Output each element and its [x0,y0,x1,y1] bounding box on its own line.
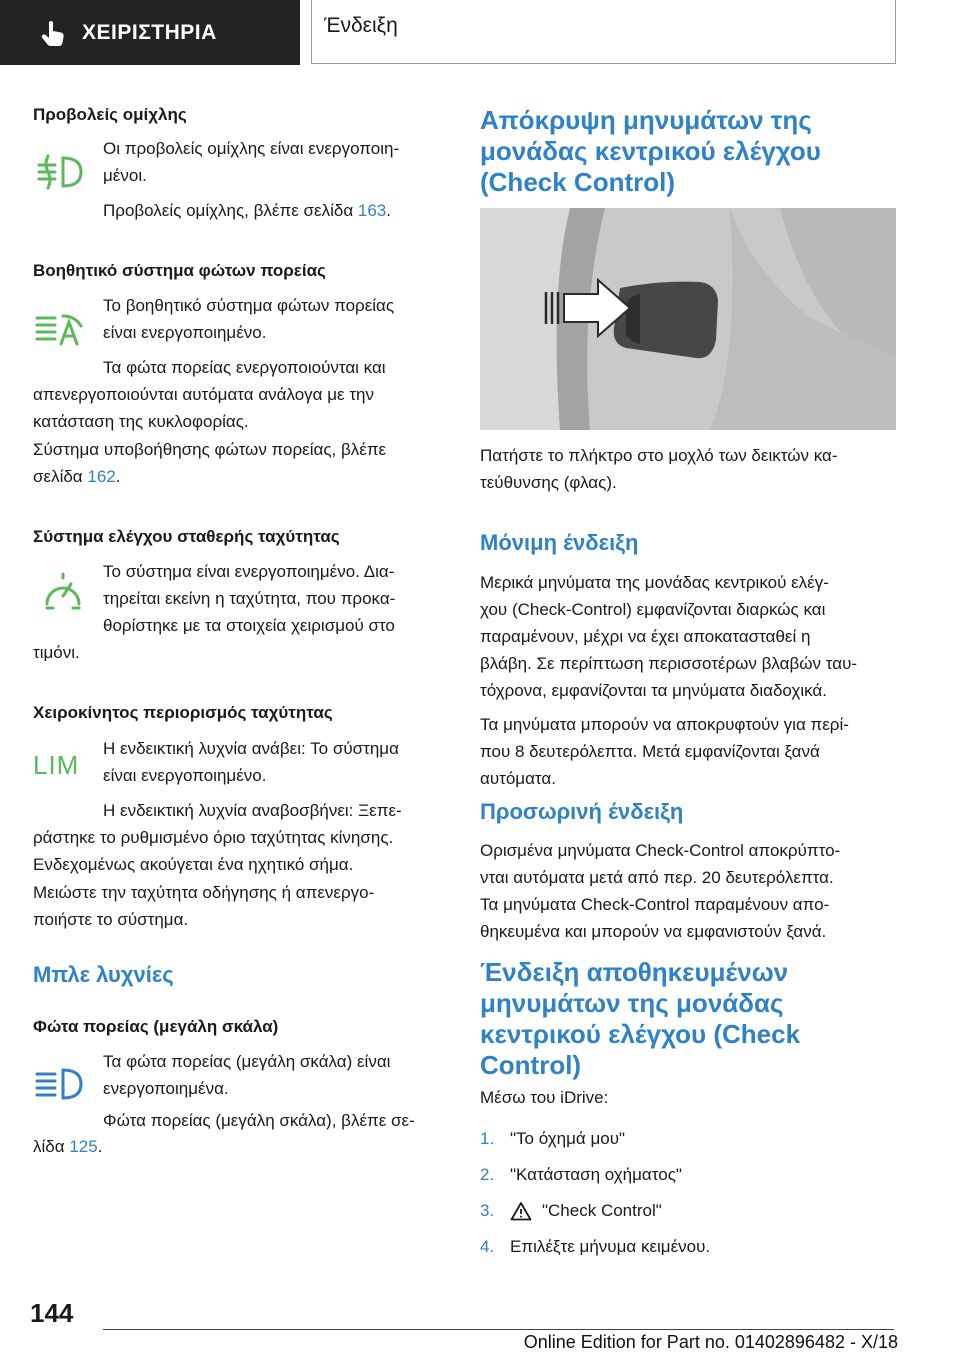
stored-messages-heading-c: κεντρικού ελέγχου (Check [480,1019,801,1049]
list-item[interactable]: 2. "Κατάσταση οχήματος" [480,1165,682,1184]
cruise-heading: Σύστημα ελέγχου σταθερής ταχύτητας [33,527,340,546]
photo-caption-a: Πατήστε το πλήκτρο στο μοχλό των δεικτών κα- [480,446,838,465]
list-item[interactable]: 1. "Το όχημά μου" [480,1129,626,1148]
perm-text-1c: παραμένουν, μέχρι να έχει αποκατασταθεί η [480,627,811,646]
subsection-title: Ένδειξη [324,14,398,37]
header-section-tab [0,0,300,65]
assist-heading: Βοηθητικό σύστημα φώτων πορείας [33,261,326,280]
stored-messages-heading-b: μηνυμάτων της μονάδας [480,988,784,1018]
high-beam-text-2b: λίδα 125. [33,1137,103,1156]
limit-icon: LIM [33,750,80,780]
footer-divider [103,1329,894,1330]
cruise-text-1c: θορίστηκε με τα στοιχεία χειρισμού στο [103,616,395,635]
fog-text-1b: μένοι. [103,166,147,185]
perm-text-1d: βλάβη. Σε περίπτωση περισσοτέρων βλαβών ταυ- [480,654,858,673]
perm-text-2c: αυτόματα. [480,769,556,788]
fog-light-icon [33,148,93,196]
assist-text-1a: Το βοηθητικό σύστημα φώτων πορείας [103,296,395,315]
fog-text-1a: Οι προβολείς ομίχλης είναι ενεργοποιη- [103,139,400,158]
temporary-display-heading: Προσωρινή ένδειξη [480,799,684,824]
photo-caption-b: τεύθυνσης (φλας). [480,473,617,492]
fog-text-2: Προβολείς ομίχλης, βλέπε σελίδα 163. [103,201,391,220]
limit-text-2c: Ενδεχομένως ακούγεται ένα ηχητικό σήμα. [33,855,354,874]
hide-messages-heading-b: μονάδας κεντρικού ελέγχου [480,136,821,166]
hide-messages-heading-c: (Check Control) [480,167,675,197]
perm-text-2a: Τα μηνύματα μπορούν να αποκρυφτούν για περί- [480,715,849,734]
assist-text-2c: κατάσταση της κυκλοφορίας. [33,412,249,431]
section-title: ΧΕΙΡΙΣΤΗΡΙΑ [82,20,217,44]
high-beam-text-1a: Τα φώτα πορείας (μεγάλη σκάλα) είναι [103,1052,391,1071]
limit-text-2a: Η ενδεικτική λυχνία αναβοσβήνει: Ξεπε- [103,801,402,820]
warning-triangle-icon [510,1201,532,1221]
limit-text-1b: είναι ενεργοποιημένο. [103,766,267,785]
cruise-control-icon [33,570,93,618]
hide-messages-heading-a: Απόκρυψη μηνυμάτων της [480,105,812,135]
list-item[interactable]: 3. "Check Control" [480,1201,662,1220]
temp-text-1b: νται αυτόματα μετά από περ. 20 δευτερόλεπτα. [480,868,834,887]
page-link-163[interactable]: 163 [357,201,387,220]
permanent-display-heading: Μόνιμη ένδειξη [480,530,639,555]
blue-lamps-heading: Μπλε λυχνίες [33,962,174,987]
header-subsection-tab [311,0,896,64]
hand-pointer-icon [38,18,68,48]
assist-text-2a: Τα φώτα πορείας ενεργοποιούνται και [103,358,386,377]
perm-text-1b: χου (Check-Control) εμφανίζονται διαρκώς και [480,600,826,619]
limit-text-2b: ράστηκε το ρυθμισμένο όριο ταχύτητας κίνησης. [33,828,394,847]
limit-heading: Χειροκίνητος περιορισμός ταχύτητας [33,703,333,722]
page-link-125[interactable]: 125 [69,1137,98,1156]
fog-lights-heading: Προβολείς ομίχλης [33,105,187,124]
assist-text-1b: είναι ενεργοποιημένο. [103,323,267,342]
stored-messages-heading-d: Control) [480,1050,582,1080]
turn-signal-lever-photo [480,208,896,430]
edition-text: Online Edition for Part no. 01402896482 - X/18 [523,1332,898,1352]
high-beam-icon [33,1060,93,1108]
temp-text-1d: θηκευμένα και μπορούν να εμφανιστούν ξανά. [480,922,827,941]
limit-text-3b: ποιήστε το σύστημα. [33,910,189,929]
high-beam-assist-icon [33,304,93,352]
stored-messages-heading-a: Ένδειξη αποθηκευμένων [480,957,789,987]
cruise-text-1b: τηρείται εκείνη η ταχύτητα, που προκα- [103,589,396,608]
via-idrive-text: Μέσω του iDrive: [480,1088,609,1107]
perm-text-2b: που 8 δευτερόλεπτα. Μετά εμφανίζονται ξανά [480,742,820,761]
high-beam-text-2a: Φώτα πορείας (μεγάλη σκάλα), βλέπε σε- [103,1111,415,1130]
perm-text-1a: Μερικά μηνύματα της μονάδας κεντρικού ελέγ- [480,573,829,592]
idrive-steps-list [480,1121,900,1265]
perm-text-1e: τόχρονα, εμφανίζονται τα μηνύματα διαδοχικά. [480,681,827,700]
assist-text-3b: σελίδα 162. [33,467,121,486]
limit-text-3a: Μειώστε την ταχύτητα οδήγησης ή απενεργο- [33,883,375,902]
high-beam-heading: Φώτα πορείας (μεγάλη σκάλα) [33,1017,279,1036]
temp-text-1a: Ορισμένα μηνύματα Check-Control αποκρύπτο- [480,841,841,860]
assist-text-3a: Σύστημα υποβοήθησης φώτων πορείας, βλέπε [33,440,387,459]
cruise-text-1d: τιμόνι. [33,643,80,662]
temp-text-1c: Τα μηνύματα Check-Control παραμένουν απο- [480,895,830,914]
high-beam-text-1b: ενεργοποιημένα. [103,1079,229,1098]
cruise-text-1a: Το σύστημα είναι ενεργοποιημένο. Δια- [103,562,395,581]
page-number: 144 [30,1298,74,1328]
assist-text-2b: απενεργοποιούνται αυτόματα ανάλογα με την [33,385,374,404]
page-link-162[interactable]: 162 [87,467,116,486]
list-item[interactable]: 4. Επιλέξτε μήνυμα κειμένου. [480,1237,711,1256]
limit-text-1a: Η ενδεικτική λυχνία ανάβει: Το σύστημα [103,739,399,758]
